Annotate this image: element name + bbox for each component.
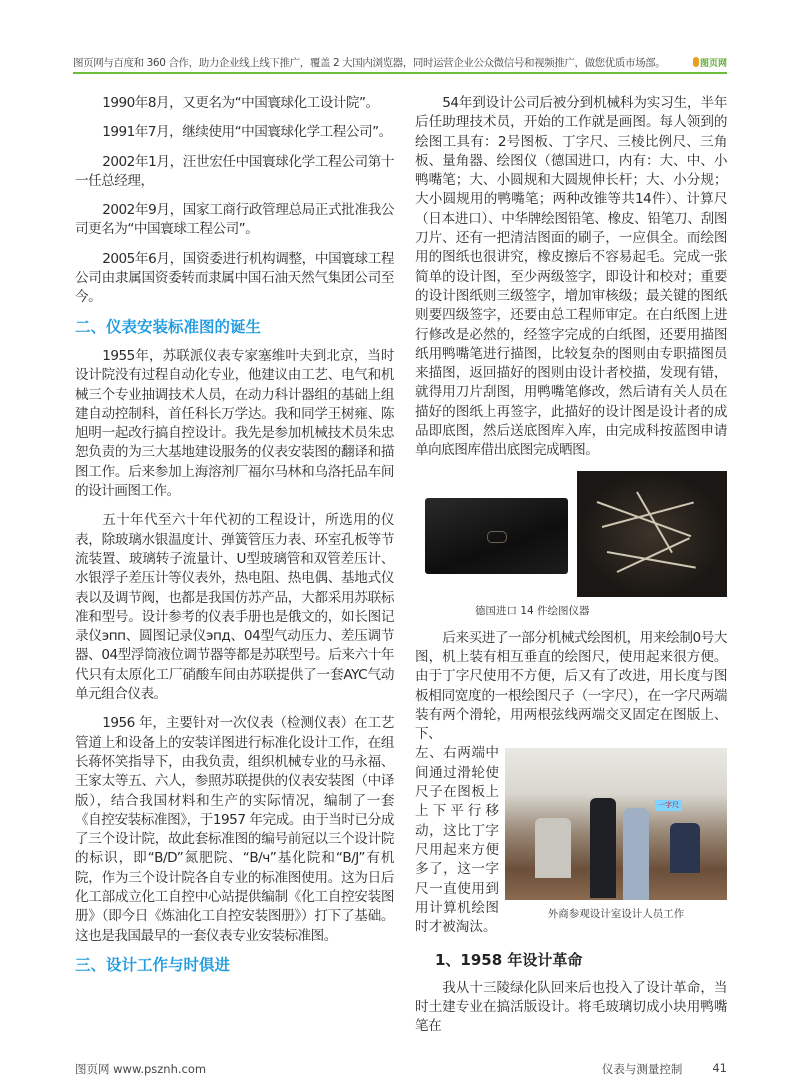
paragraph: 我从十三陵绿化队回来后也投入了设计革命，当时土建专业在搞活版设计。将毛玻璃切成小块用鸭嘴笔在 xyxy=(415,979,727,1035)
paragraph-wrapped: 左、右两端中间通过滑轮使尺子在图板上上下平行移动，这比丁字尺用起来方便多了，这一字尺一直使用到用计算机绘图时才被淘汰。 xyxy=(415,745,499,936)
left-column xyxy=(75,94,394,1047)
person xyxy=(670,823,700,873)
figure-row xyxy=(415,471,727,599)
right-column xyxy=(415,94,727,1047)
paragraph: 2005年6月，国资委进行机构调整，中国寰球工程公司由隶属国资委转而隶属中国石油天然气集团公司至今。 xyxy=(75,250,394,306)
person xyxy=(623,808,649,900)
subsection-heading: 1、1958 年设计革命 xyxy=(435,951,583,970)
section-heading-3: 三、设计工作与时俱进 xyxy=(75,955,231,974)
footer xyxy=(73,1047,727,1077)
office-figure xyxy=(505,748,727,922)
instrument xyxy=(636,491,673,553)
drawing-case-photo xyxy=(425,498,568,574)
instrument xyxy=(607,551,696,569)
paragraph: 1956 年，主要针对一次仪表（检测仪表）在工艺管道上和设备上的安装详图进行标准化设计工作，在组长蒋怀笑指导下，由我负责，组织机械专业的马永福、王家太等五、六人，参照苏联提供的仪表安装图（中译版），结合我国材料和生产的实际情况，编制了一套《自控安装标准图》，于1957 年完成。由于当时已分成了三个设计院，故此套标准图的编号前冠以三个设计院的标识，即“B/D”氮肥院、“B/ч”基化院和“B/J”有机院，作为三个设计院各自专业的标准图使用。这为日后化工部成立化工自控中心站提供编制《化工自控安装图册》（即今日《炼油化工自控安装图册》）打下了基础。这也是我国最早的一套仪表专业安装标准图。 xyxy=(75,715,394,944)
footer-site: 图页网 www.psznh.com xyxy=(75,1061,207,1076)
paragraph: 五十年代至六十年代初的工程设计，所选用的仪表，除玻璃水银温度计、弹簧管压力表、环室孔板等节流装置、玻璃转子流量计、U型玻璃管和双管差压计、水银浮子差压计等仪表外，热电阻、热电偶、基地式仪表以及调节阀，也都是我国仿苏产品，大都采用苏联标准和型号。设计参考的仪表手册也是俄文的，如长图记录仪эпп、圆图记录仪эпд、04型气动压力、差压调节器、04型浮筒液位调节器等都是苏联型号。后来六十年代只有太原化工厂硝酸车间由苏联提供了一套AYC气动单元组合仪表。 xyxy=(75,512,394,703)
footer-journal: 仪表与测量控制 xyxy=(601,1061,683,1076)
paragraph: 1991年7月，继续使用“中国寰球化学工程公司”。 xyxy=(102,124,392,141)
paragraph: 2002年1月，汪世宏任中国寰球化学工程公司第十一任总经理， xyxy=(75,153,394,189)
paragraph: 1955年，苏联派仪表专家塞维叶夫到北京，当时设计院没有过程自动化专业，他建议由工艺、电气和机械三个专业抽调技术人员，在动力科计器组的基础上组建自动控制科，首任科长万学达。我和同学王树雍、陈旭明一起改行搞自控设计。我先是参加机械技术员朱忠恕负责的为三大基地建设服务的仪表安装图的翻译和描图工作。后来参加上海溶剂厂福尔马林和乌洛托品车间的设计画图工作。 xyxy=(75,347,394,500)
section-heading-2: 二、仪表安装标准图的诞生 xyxy=(75,317,262,336)
paragraph: 1990年8月，又更名为“中国寰球化工设计院”。 xyxy=(102,95,379,111)
person xyxy=(590,798,616,898)
photo-label: 一字尺 xyxy=(655,800,682,811)
paragraph: 2002年9月，国家工商行政管理总局正式批准我公司更名为“中国寰球工程公司”。 xyxy=(75,202,394,238)
site-logo xyxy=(693,56,727,69)
top-banner xyxy=(73,52,727,74)
drawing-instruments-photo xyxy=(577,471,727,597)
design-office-photo xyxy=(505,748,727,900)
paragraph: 后来买进了一部分机械式绘图机，用来绘制0号大图，机上装有相互垂直的绘图尺，使用起来很方便。由于丁字尺使用不方便，后又有了改进，用长度与图板相同宽度的一根绘图尺子（一字尺），在一字尺两端装有两个滑轮，用两根弦线两端交叉固定在图版上、下、 xyxy=(415,629,727,743)
figure-caption: 德国进口 14 件绘图仪器 xyxy=(475,604,590,617)
logo-text: 图页网 xyxy=(699,58,727,69)
person xyxy=(535,818,571,878)
top-banner-text: 图页网与百度和 360 合作，助力企业线上线下推广，覆盖 2 大国内浏览器，同时运营企业公众微信号和视频推广，做您优质市场部。 xyxy=(73,56,666,69)
figure-caption: 外商参观设计室设计人员工作 xyxy=(547,908,685,921)
case-clasp xyxy=(487,531,507,543)
paragraph: 54年到设计公司后被分到机械科为实习生，半年后任助理技术员，开始的工作就是画图。每人领到的绘图工具有：2号图板、丁字尺、三棱比例尺、三角板、量角器、绘图仪（德国进口，内有：大、中、小鸭嘴笔；大、小圆规和大圆规伸长杆；大、小分规；大小圆规用的鸭嘴笔；两种改锥等共14件）、计算尺（日本进口）、中华牌绘图铅笔、橡皮、铅笔刀、刮图刀片、还有一把清洁图面的刷子，一应俱全。而绘图用的图纸也很讲究，橡皮擦后不容易起毛。完成一张简单的设计图，至少两级签字，即设计和校对；重要的设计图纸则三级签字，增加审核级；最关键的图纸则要四级签字，还要由总工程师审定。在白纸图上进行修改是必然的，经签字完成的白纸图，还要用描图纸用鸭嘴笔进行描图，比较复杂的图则由专职描图员来描图，返回描好的图则由设计者校描，发现有错，就得用刀片刮图，用鸭嘴笔修改，然后请有关人员在描好的图纸上再签字，此描好的设计图是设计者的成品即底图，然后送底图库入库，由完成科按蓝图申请单向底图库借出底图完成晒图。 xyxy=(415,95,727,459)
logo-icon xyxy=(693,57,699,67)
wrapped-figure-row xyxy=(415,744,727,937)
columns xyxy=(73,94,727,1047)
page-number: 41 xyxy=(712,1060,727,1075)
